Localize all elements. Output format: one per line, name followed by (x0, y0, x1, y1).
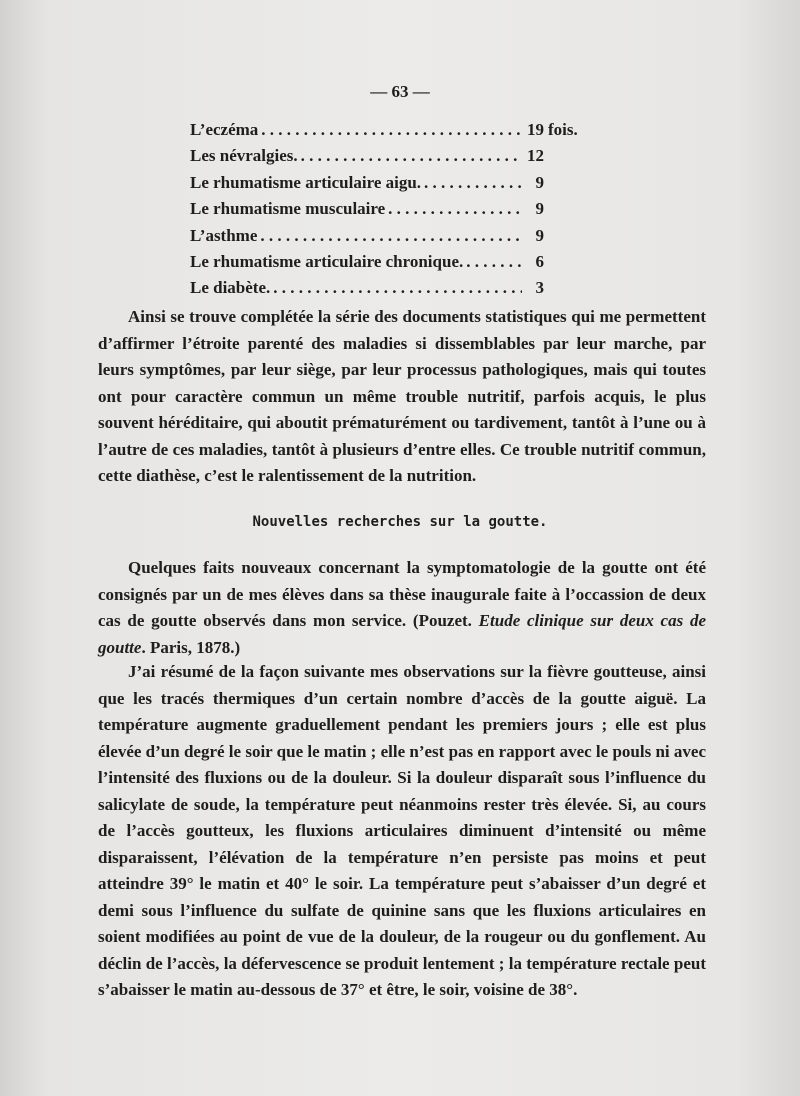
stat-row (190, 143, 582, 169)
stat-value: 6 (535, 251, 544, 271)
stat-label: Le diabète. (190, 278, 271, 298)
stat-row (190, 223, 582, 249)
stat-row (190, 117, 582, 143)
stat-value: 12 (527, 146, 544, 166)
stat-label: Les névralgies. (190, 146, 298, 166)
leader-dots (424, 170, 522, 196)
paragraph-text: Ainsi se trouve complétée la série des documents statistiques qui me permettent d’affirmer l’étroite parenté des maladies si dissemblables par leur marche, par leurs symptômes, par leur siège, par leur processus pathologiques, mais qui toutes ont pour caractère commun un même trouble nutritif, parfois acquis, le plus souvent héréditaire, qui aboutit prématurément ou tardivement, tantôt à l’une ou à l’autre de ces maladies, tantôt à plusieurs d’entre elles. Ce trouble nutritif commun, cette diathèse, c’est le ralentissement de la nutrition. (98, 307, 706, 485)
leader-dots (260, 223, 522, 249)
stat-value: 19 (527, 120, 544, 139)
section-heading: Nouvelles recherches sur la goutte. (252, 514, 548, 530)
cited-title: Etude clinique sur deux cas de goutte (98, 611, 707, 657)
stat-row (190, 170, 582, 196)
stat-label: Le rhumatisme musculaire (190, 199, 386, 219)
stat-row (190, 249, 582, 275)
leader-dots (301, 143, 522, 169)
leader-dots (273, 275, 522, 301)
stat-label: L’asthme (190, 225, 258, 245)
leader-dots (466, 249, 522, 275)
page-number: — 63 — (370, 82, 430, 101)
paragraph-conclusion (98, 304, 706, 490)
stat-label: L’eczéma (190, 120, 259, 139)
statistics-list (190, 117, 582, 302)
stat-label: Le rhumatisme articulaire aigu. (190, 172, 422, 192)
stat-value: 9 (535, 225, 544, 245)
leader-dots (261, 117, 522, 143)
stat-label: Le rhumatisme articulaire chronique. (190, 251, 464, 271)
paragraph-text (98, 555, 706, 661)
stat-value: 9 (535, 199, 544, 219)
paragraph-pouzet (98, 555, 706, 661)
paragraph-text-start: Quelques faits nouveaux concernant la symptomatologie de la goutte ont été consignés par un de mes élèves dans sa thèse inaugurale faite à l’occassion de deux cas de goutte observés dans mon service. (Pouzet. (98, 558, 706, 630)
paragraph-text: J’ai résumé de la façon suivante mes observations sur la fièvre goutteuse, ainsi que les tracés thermiques d’un certain nombre d’accès de la goutte aiguë. La température augmente graduellement pendant les premiers jours ; elle est plus élevée d’un degré le soir que le matin ; elle n’est pas en rapport avec le pouls ni avec l’intensité des fluxions ou de la douleur. Si la douleur disparaît sous l’influence du salicylate de soude, la température peut néanmoins rester très élevée. Si, au cours de l’accès goutteux, les fluxions articulaires diminuent d’intensité ou même disparaissent, l’élévation de la température n’en persiste pas moins et peut atteindre 39° le matin et 40° le soir. La température peut s’abaisser d’un degré et demi sous l’influence du sulfate de quinine sans que les fluxions articulaires en soient modifiées au point de vue de la douleur, de la rougeur ou du gonflement. Au déclin de l’accès, la défervescence se produit lentement ; la température rectale peut s’abaisser le matin au-dessous de 37° et être, le soir, voisine de 38°. (98, 662, 706, 999)
stat-value: 3 (535, 278, 544, 298)
leader-dots (388, 196, 522, 222)
paragraph-fever (98, 659, 706, 1004)
stat-value: 9 (535, 172, 544, 192)
stat-unit: fois. (548, 120, 578, 139)
stat-row (190, 275, 582, 301)
paragraph-text-end: . Paris, 1878.) (141, 637, 241, 657)
stat-row (190, 196, 582, 222)
